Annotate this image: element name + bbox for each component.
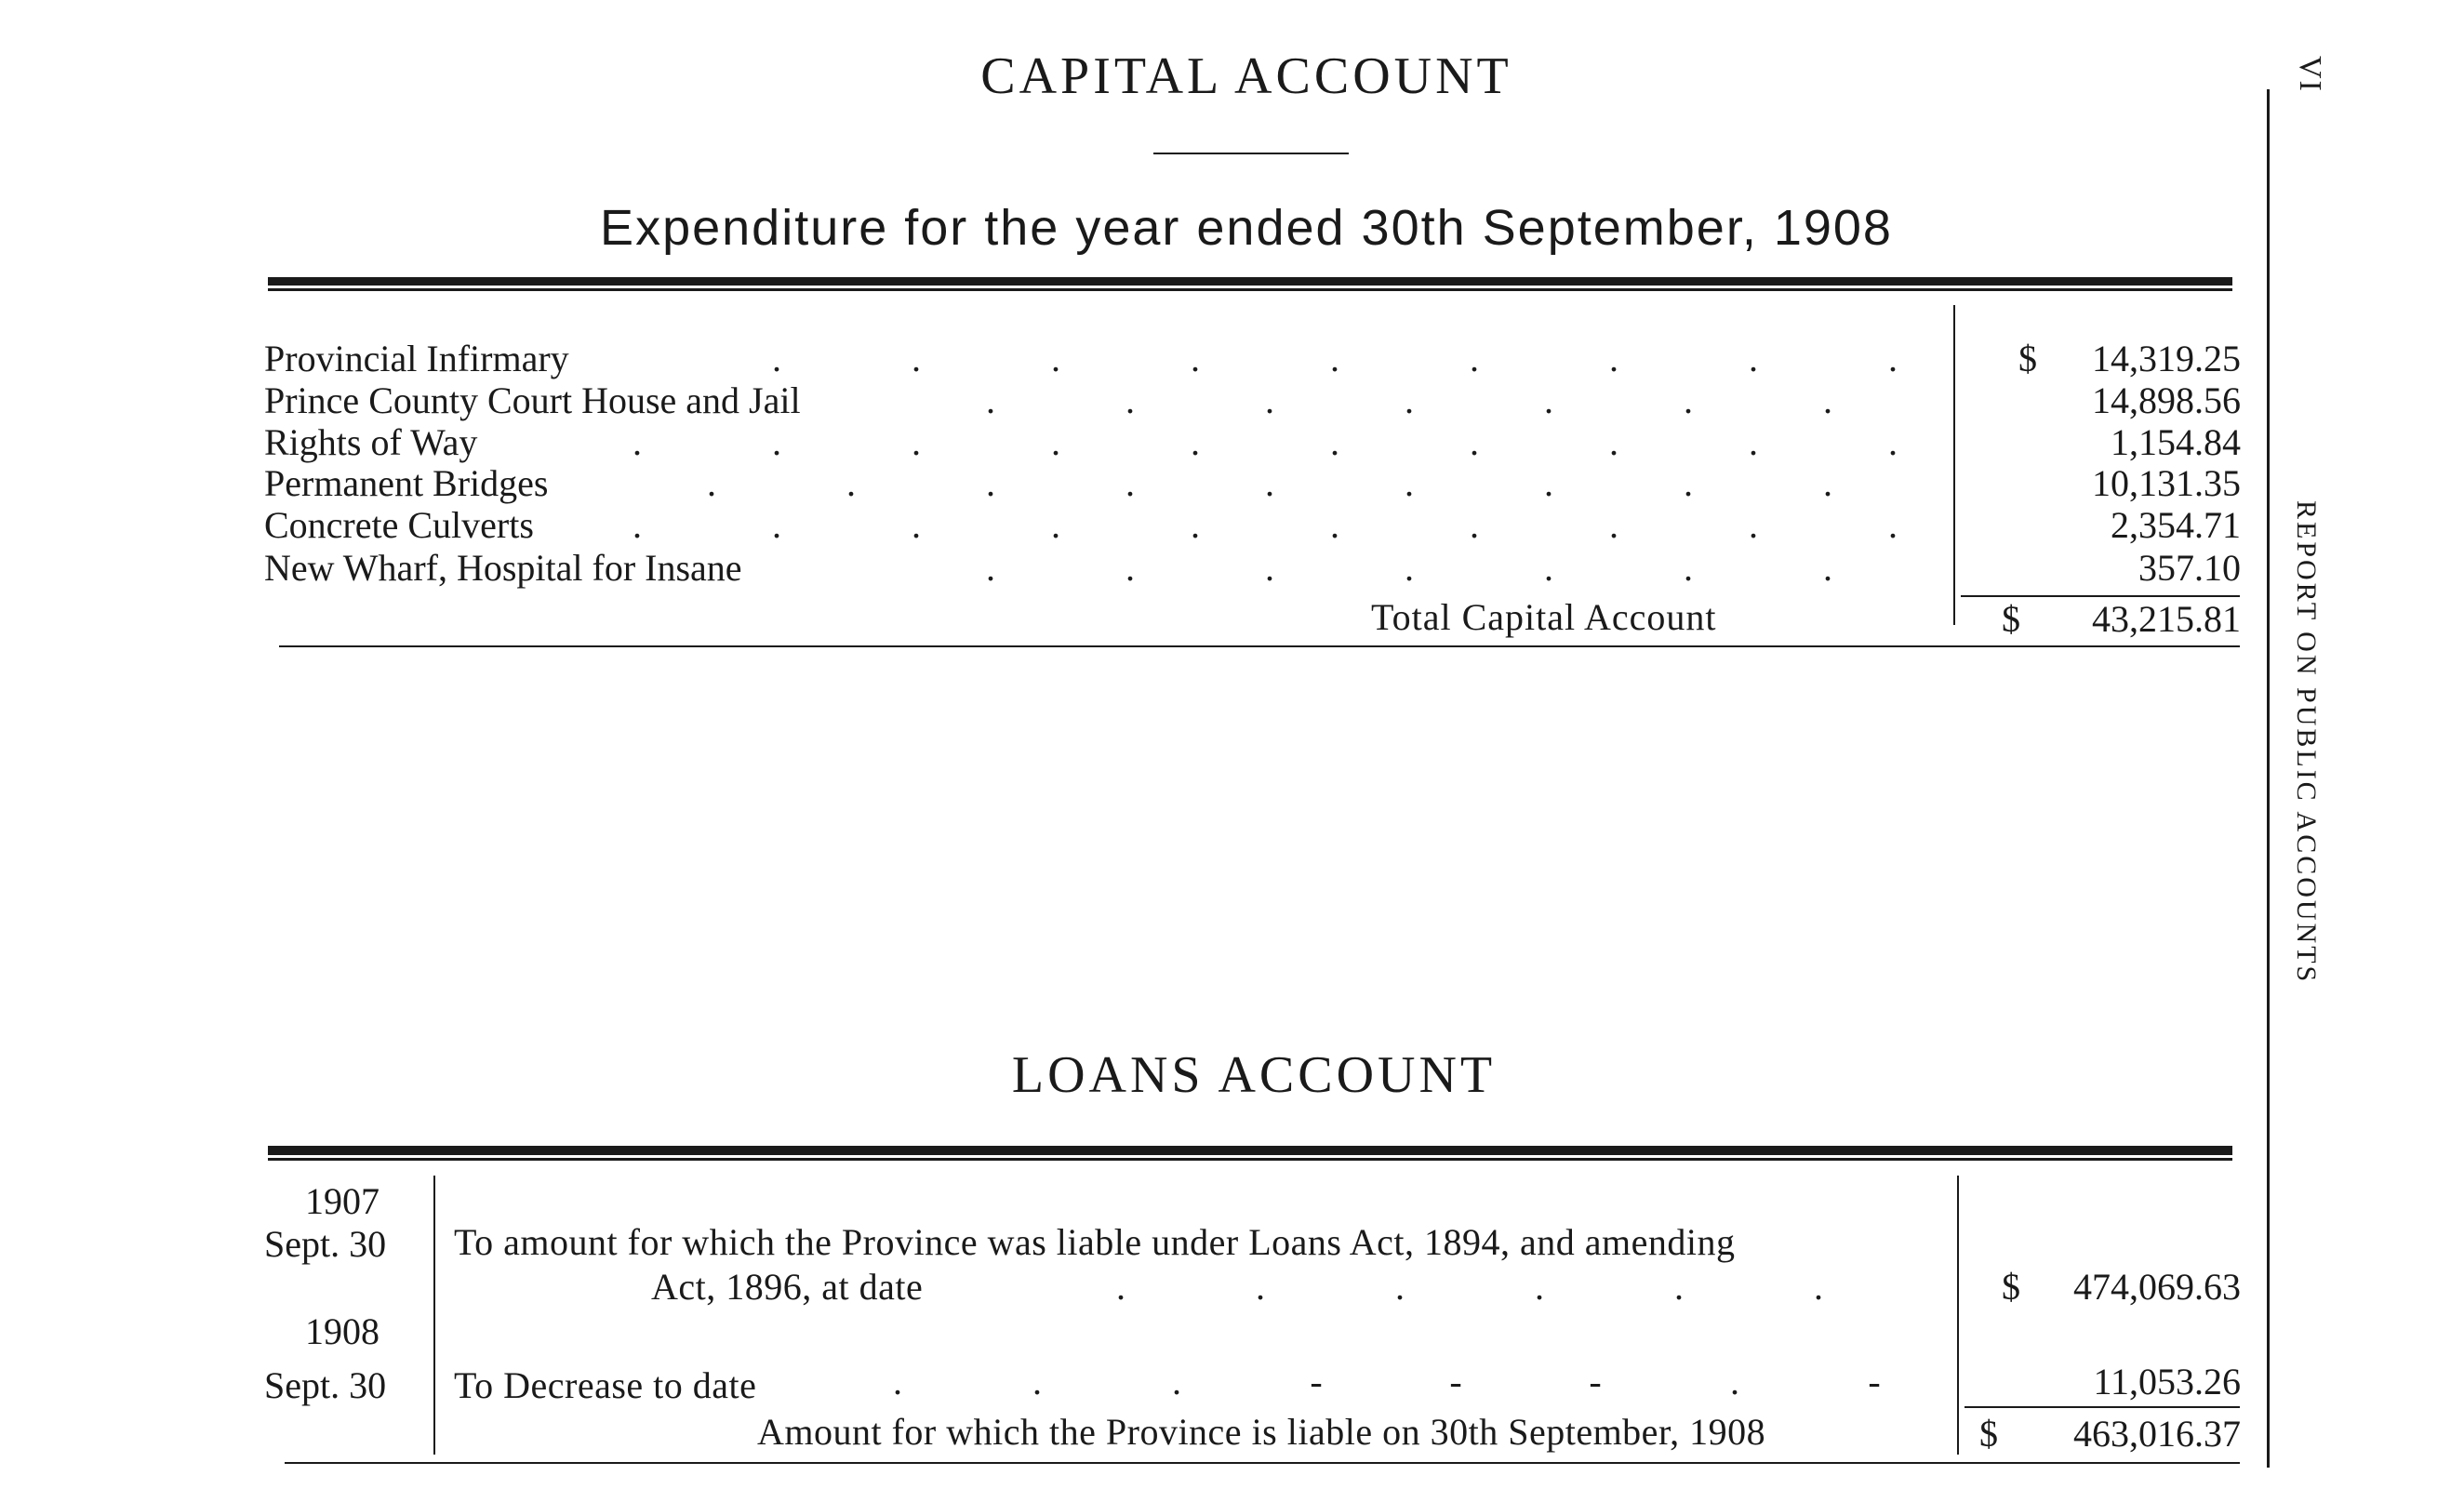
leader-dots: . . . . . . . . . . bbox=[633, 507, 1898, 544]
capital-row-5-amount: 2,354.71 bbox=[2111, 504, 2241, 546]
capital-total-currency: $ bbox=[2002, 598, 2020, 640]
capital-column-divider bbox=[1953, 305, 1955, 625]
capital-row-2-label: Prince County Court House and Jail bbox=[264, 379, 801, 421]
loans-entry-2-year: 1908 bbox=[305, 1310, 380, 1352]
leader-dots: . . . . . . . . . bbox=[772, 340, 1898, 378]
loans-top-rule bbox=[268, 1146, 2232, 1155]
loans-entry-1-line1: To amount for which the Province was liable under Loans Act, 1894, and amending bbox=[454, 1221, 1736, 1263]
capital-row-3-label: Rights of Way bbox=[264, 421, 478, 463]
capital-account-subtitle: Expenditure for the year ended 30th September, 1908 bbox=[600, 200, 1893, 256]
loans-account-title: LOANS ACCOUNT bbox=[1011, 1046, 1497, 1104]
capital-top-rule-thin bbox=[268, 288, 2232, 291]
capital-total-label: Total Capital Account bbox=[1371, 596, 1717, 638]
leader-dots: . . . . . . . . . bbox=[707, 465, 1832, 502]
capital-account-title: CAPITAL ACCOUNT bbox=[980, 47, 1512, 105]
loans-top-rule-thin bbox=[268, 1158, 2232, 1161]
loans-total-currency: $ bbox=[1979, 1413, 1998, 1455]
loans-entry-1-amount: 474,069.63 bbox=[2073, 1266, 2241, 1308]
capital-row-1-label: Provincial Infirmary bbox=[264, 338, 569, 379]
leader-dots: . . . - - - . - bbox=[893, 1363, 1881, 1401]
loans-entry-2-line1: To Decrease to date bbox=[454, 1364, 757, 1406]
capital-row-4-amount: 10,131.35 bbox=[2092, 462, 2241, 504]
leader-dots: . . . . . . . . . . bbox=[633, 424, 1898, 461]
page-margin-rule bbox=[2267, 89, 2270, 1468]
capital-row-6-label: New Wharf, Hospital for Insane bbox=[264, 547, 742, 589]
capital-row-6-amount: 357.10 bbox=[2138, 547, 2241, 589]
leader-dots: . . . . . . . bbox=[986, 382, 1832, 419]
loans-total-amount: 463,016.37 bbox=[2073, 1413, 2241, 1455]
capital-top-rule bbox=[268, 277, 2232, 286]
capital-bottom-rule bbox=[279, 645, 2240, 647]
capital-row-5-label: Concrete Culverts bbox=[264, 504, 534, 546]
running-head: REPORT ON PUBLIC ACCOUNTS bbox=[2291, 500, 2322, 985]
loans-total-rule bbox=[1965, 1406, 2240, 1408]
capital-row-2-amount: 14,898.56 bbox=[2092, 379, 2241, 421]
loans-entry-1-date: Sept. 30 bbox=[264, 1223, 387, 1265]
leader-dots: . . . . . . . bbox=[986, 550, 1832, 587]
loans-bottom-rule bbox=[285, 1462, 2240, 1464]
loans-date-divider bbox=[433, 1176, 435, 1455]
capital-total-rule bbox=[1961, 595, 2240, 597]
capital-total-amount: 43,215.81 bbox=[2092, 598, 2241, 640]
loans-entry-2-date: Sept. 30 bbox=[264, 1364, 387, 1406]
loans-total-label: Amount for which the Province is liable on 30th September, 1908 bbox=[757, 1411, 1766, 1453]
capital-row-1-currency: $ bbox=[2018, 338, 2037, 379]
title-divider bbox=[1153, 153, 1349, 154]
loans-entry-2-amount: 11,053.26 bbox=[2093, 1361, 2241, 1402]
loans-entry-1-line2: Act, 1896, at date bbox=[651, 1266, 924, 1308]
loans-entry-1-currency: $ bbox=[2002, 1266, 2020, 1308]
loans-entry-1-year: 1907 bbox=[305, 1180, 380, 1222]
capital-row-4-label: Permanent Bridges bbox=[264, 462, 549, 504]
loans-amount-divider bbox=[1957, 1176, 1959, 1455]
page-number: VI bbox=[2293, 56, 2327, 93]
capital-row-1-amount: 14,319.25 bbox=[2092, 338, 2241, 379]
leader-dots: . . . . . . bbox=[1116, 1269, 1823, 1306]
capital-row-3-amount: 1,154.84 bbox=[2111, 421, 2241, 463]
